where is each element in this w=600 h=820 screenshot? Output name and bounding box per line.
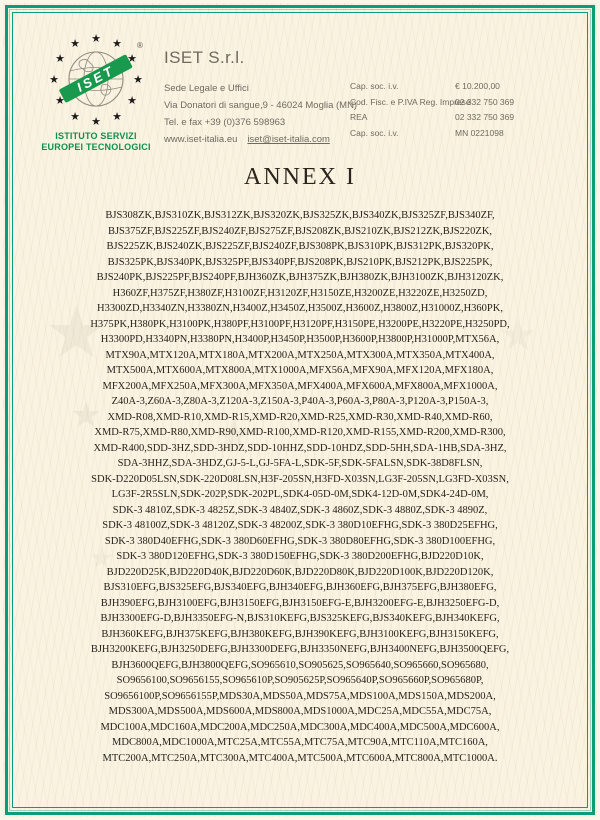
address-line: Sede Legale e Uffici (164, 83, 249, 94)
registry-value: 02 332 750 369 (455, 96, 515, 107)
registry-row (350, 78, 514, 94)
model-list-line: MDS300A,MDS500A,MDS600A,MDS800A,MDS1000A,MDC25A,MDC55A,MDC75A, (108, 706, 492, 717)
model-list-line: MTX90A,MTX120A,MTX180A,MTX200A,MTX250A,MTX300A,MTX350A,MTX400A, (105, 349, 495, 361)
star-watermark-icon: ★ (44, 290, 109, 374)
company-block (164, 48, 357, 152)
svg-text:★: ★ (70, 110, 80, 123)
address-line: Via Donatori di sangue,9 - 46024 Moglia (MN) (164, 100, 358, 111)
registry-label: Cap. soc. i.v. (350, 127, 399, 138)
model-list (0, 208, 600, 766)
iset-banner-text: ISET (74, 62, 118, 95)
model-list-line: BJH360KEFG,BJH375KEFG,BJH380KEFG,BJH390KEFG,BJH3100KEFG,BJH3150KEFG, (101, 628, 499, 640)
model-list-line: SO9656100P,SO9656155P,MDS30A,MDS50A,MDS75A,MDS100A,MDS150A,MDS200A, (104, 690, 496, 702)
registered-mark: ® (137, 41, 143, 50)
registry-row (350, 109, 514, 125)
model-list-line: BJS310EFG,BJS325EFG,BJS340EFG,BJH340EFG,BJH360EFG,BJH375EFG,BJH380EFG, (103, 582, 497, 593)
svg-text:★: ★ (55, 52, 65, 65)
svg-text:★: ★ (70, 37, 80, 50)
model-list-line: BJS240PK,BJS225PF,BJS240PF,BJH360ZK,BJH375ZK,BJH380ZK,BJH3100ZK,BJH3120ZK, (96, 272, 504, 283)
registry-label: Cod. Fisc. e P.IVA Reg. Imprese (350, 96, 471, 107)
registry-value: MN 0221098 (455, 127, 504, 138)
svg-text:★: ★ (133, 73, 143, 86)
star-watermark-icon: ★ (88, 541, 115, 576)
model-list-line: BJH3200KEFG,BJH3250DEFG,BJH3300DEFG,BJH3350NEFG,BJH3400NEFG,BJH3500QEFG, (90, 644, 510, 655)
company-name: ISET S.r.l. (164, 48, 245, 67)
model-list-line: SDA-3HHZ,SDA-3HDZ,GJ-5-L,GJ-5FA-L,SDK-5F,SDK-5FALSN,SDK-38D8FLSN, (117, 458, 483, 469)
model-list-line: BJS308ZK,BJS310ZK,BJS312ZK,BJS320ZK,BJS325ZK,BJS340ZK,BJS325ZF,BJS340ZF, (105, 210, 495, 221)
model-list-line: MTX500A,MTX600A,MTX800A,MTX1000A,MFX56A,MFX90A,MFX120A,MFX180A, (106, 365, 494, 376)
model-list-line: BJH3600QEFG,BJH3800QEFG,SO965610,SO905625,SO965640,SO965660,SO965680, (111, 659, 489, 671)
svg-text:★: ★ (55, 94, 65, 107)
star-watermark-icon: ★ (272, 532, 310, 581)
svg-text:★: ★ (91, 115, 101, 128)
model-list-line: H360ZF,H375ZF,H380ZF,H3100ZF,H3120ZF,H3150ZE,H3200ZE,H3220ZE,H3250ZD, (112, 287, 488, 299)
registry-label: Cap. soc. i.v. (350, 80, 399, 91)
model-list-line: BJS225ZK,BJS240ZK,BJS225ZF,BJS240ZF,BJS308PK,BJS310PK,BJS312PK,BJS320PK, (106, 241, 494, 252)
org-caption (18, 131, 174, 153)
org-caption-line1: ISTITUTO SERVIZI (55, 131, 137, 141)
svg-text:★: ★ (127, 94, 137, 107)
registry-row (350, 94, 514, 110)
model-list-line: SDK-3 380D120EFHG,SDK-3 380D150EFHG,SDK-3 380D200EFHG,BJD220D10K, (116, 551, 484, 562)
registry-block (350, 78, 514, 141)
model-list-line: XMD-R08,XMD-R10,XMD-R15,XMD-R20,XMD-R25,XMD-R30,XMD-R40,XMD-R60, (107, 411, 493, 423)
model-list-line: Z40A-3,Z60A-3,Z80A-3,Z120A-3,Z150A-3,P40A-3,P60A-3,P80A-3,P120A-3,P150A-3, (111, 396, 489, 407)
model-list-line: SDK-3 380D40EFHG,SDK-3 380D60EFHG,SDK-3 380D80EFHG,SDK-3 380D100EFHG, (104, 535, 496, 547)
model-list-line: SDK-3 48100Z,SDK-3 48120Z,SDK-3 48200Z,SDK-3 380D10EFHG,SDK-3 380D25EFHG, (102, 520, 498, 531)
model-list-line: H3300ZD,H3340ZN,H3380ZN,H3400Z,H3450Z,H3500Z,H3600Z,H3800Z,H31000Z,H360PK, (97, 303, 503, 314)
model-list-line: MFX200A,MFX250A,MFX300A,MFX350A,MFX400A,MFX600A,MFX800A,MFX1000A, (102, 380, 498, 392)
address-line: Tel. e fax +39 (0)376 598963 (164, 117, 286, 128)
model-list-line: XMD-R400,SDD-3HZ,SDD-3HDZ,SDD-10HHZ,SDD-10HDZ,SDD-5HH,SDA-1HB,SDA-3HZ, (93, 442, 507, 454)
registry-label: REA (350, 112, 368, 123)
iset-logo (44, 33, 148, 129)
svg-text:★: ★ (49, 73, 59, 86)
registry-row (350, 125, 514, 141)
model-list-line: MDC800A,MDC1000A,MTC25A,MTC55A,MTC75A,MTC90A,MTC110A,MTC160A, (112, 737, 488, 748)
model-list-line: LG3F-2R5SLN,SDK-202P,SDK-202PL,SDK4-05D-0M,SDK4-12D-0M,SDK4-24D-0M, (111, 489, 489, 500)
email-link[interactable]: iset@iset-italia.com (247, 134, 330, 145)
model-list-line: BJS325PK,BJS340PK,BJS325PF,BJS340PF,BJS208PK,BJS210PK,BJS212PK,BJS225PK, (107, 256, 493, 268)
model-list-line: H375PK,H380PK,H3100PK,H380PF,H3100PF,H3120PF,H3150PE,H3200PE,H3220PE,H3250PD, (90, 318, 510, 330)
svg-text:★: ★ (112, 110, 122, 123)
model-list-line: SDK-3 4810Z,SDK-3 4825Z,SDK-3 4840Z,SDK-3 4860Z,SDK-3 4880Z,SDK-3 4890Z, (112, 504, 488, 516)
svg-text:★: ★ (91, 33, 101, 45)
annex-title: ANNEX I (244, 164, 356, 190)
registry-value: 02 332 750 369 (455, 112, 515, 123)
model-list-line: XMD-R75,XMD-R80,XMD-R90,XMD-R100,XMD-R120,XMD-R155,XMD-R200,XMD-R300, (94, 427, 506, 438)
star-watermark-icon: ★ (212, 408, 256, 464)
model-list-line: BJD220D25K,BJD220D40K,BJD220D60K,BJD220D80K,BJD220D100K,BJD220D120K, (106, 566, 494, 578)
registry-value: € 10.200,00 (455, 80, 500, 91)
model-list-line: BJS375ZF,BJS225ZF,BJS240ZF,BJS275ZF,BJS208ZK,BJS210ZK,BJS212ZK,BJS220ZK, (107, 225, 493, 237)
svg-text:★: ★ (127, 52, 137, 65)
star-watermark-icon: ★ (498, 310, 538, 361)
org-caption-line2: EUROPEI TECNOLOGICI (41, 142, 151, 152)
model-list-line: BJH3300EFG-D,BJH3350EFG-N,BJS310KEFG,BJS325KEFG,BJS340KEFG,BJH340KEFG, (100, 613, 500, 624)
model-list-line: MTC200A,MTC250A,MTC300A,MTC400A,MTC500A,MTC600A,MTC800A,MTC1000A. (102, 752, 498, 764)
model-list-line: MDC100A,MDC160A,MDC200A,MDC250A,MDC300A,MDC400A,MDC500A,MDC600A, (100, 721, 500, 733)
website-link: www.iset-italia.eu (164, 134, 238, 145)
svg-text:★: ★ (112, 37, 122, 50)
model-list-line: BJH390EFG,BJH3100EFG,BJH3150EFG,BJH3150EFG-E,BJH3200EFG-E,BJH3250EFG-D, (100, 597, 500, 609)
iset-banner (59, 54, 133, 103)
star-watermark-icon: ★ (70, 395, 103, 436)
model-list-line: SDK-D220D05LSN,SDK-220D08LSN,H3F-205SN,H3FD-X03SN,LG3F-205SN,LG3FD-X03SN, (91, 473, 509, 485)
model-list-line: SO9656100,SO9656155,SO965610P,SO905625P,SO965640P,SO965660P,SO965680P, (116, 675, 484, 686)
model-list-line: H3300PD,H3340PN,H3380PN,H3400P,H3450P,H3500P,H3600P,H3800P,H31000P,MTX56A, (100, 334, 500, 345)
